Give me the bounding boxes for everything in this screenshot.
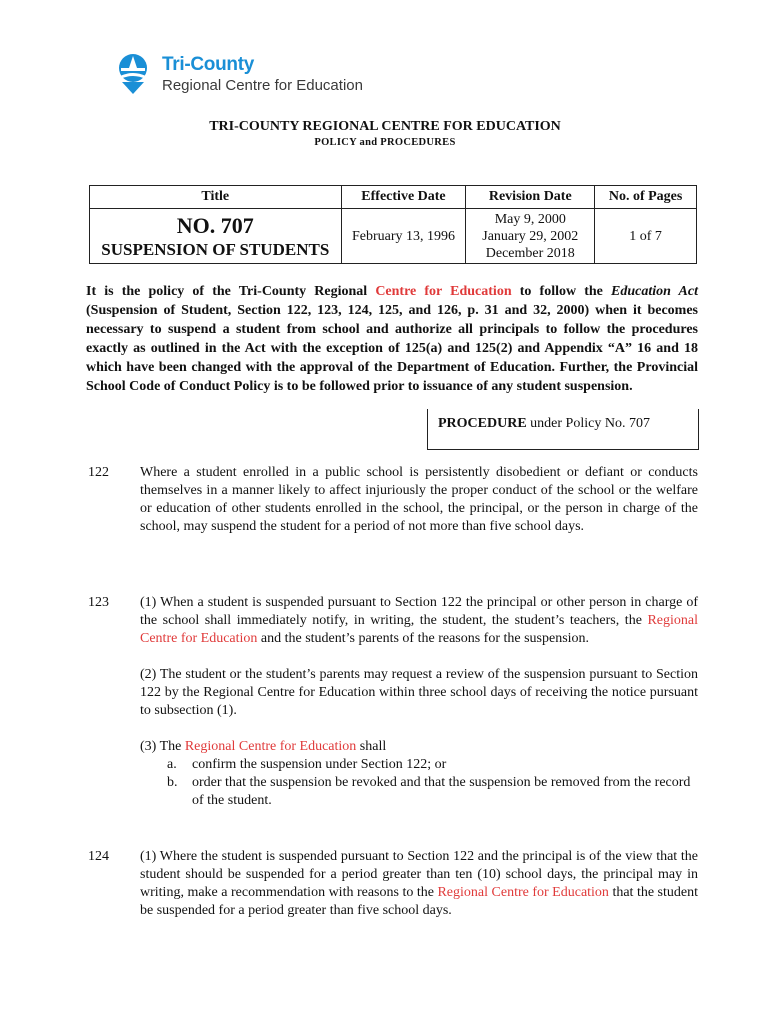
subsection-text: (3) The bbox=[140, 739, 185, 754]
policy-highlight: Centre for Education bbox=[375, 284, 512, 299]
revision-date-1: May 9, 2000 bbox=[494, 211, 566, 227]
organization-logo bbox=[112, 50, 372, 100]
subsection-2: (2) The student or the student’s parents may request a review of the suspension pursuant to Section 122 by the Regional Centre for Education within three school days of receiving the notice pursuant to subsection (1). bbox=[140, 667, 698, 718]
header-effective-date: Effective Date bbox=[341, 186, 466, 209]
procedure-rest: under Policy No. 707 bbox=[526, 416, 650, 431]
effective-date-cell: February 13, 1996 bbox=[341, 209, 466, 264]
subsection-text: and the student’s parents of the reasons for the suspension. bbox=[257, 631, 590, 646]
revision-date-cell bbox=[466, 209, 595, 264]
header-pages: No. of Pages bbox=[595, 186, 697, 209]
section-number: 124 bbox=[88, 849, 109, 864]
revision-date-3: December 2018 bbox=[485, 245, 575, 261]
document-subtitle: POLICY and PROCEDURES bbox=[314, 137, 456, 148]
subsection-text: (1) Where the student is suspended pursuant to Section 122 and the principal is of the view that the student should be suspended for a period greater than ten (10) school days, the principal may in writing, make a recommendation with reasons to the bbox=[140, 849, 698, 900]
table-row bbox=[90, 209, 697, 264]
section-text: Where a student enrolled in a public school is persistently disobedient or defiant or conducts themselves in a manner likely to affect injuriously the proper conduct of the school or the welfare or education of other students enrolled in the school, the principal, or the person in charge of the school, may suspend the student for a period of not more than five school days. bbox=[140, 465, 698, 534]
highlight-text: Regional Centre for Education bbox=[140, 613, 698, 646]
highlight-text: Regional Centre for Education bbox=[184, 739, 357, 754]
policy-number: NO. 707 bbox=[176, 213, 254, 238]
subsection-text: shall bbox=[356, 739, 387, 754]
highlight-text: Regional Centre for Education bbox=[437, 885, 609, 900]
table-header-row bbox=[90, 186, 697, 209]
subsection-1 bbox=[140, 848, 698, 920]
item-text: confirm the suspension under Section 122; or bbox=[192, 757, 447, 772]
policy-title-cell bbox=[90, 209, 342, 264]
document-title: TRI-COUNTY REGIONAL CENTRE FOR EDUCATION bbox=[209, 119, 561, 134]
section-124 bbox=[88, 848, 698, 920]
revision-date-2: January 29, 2002 bbox=[482, 228, 579, 244]
item-label: b. bbox=[167, 775, 178, 790]
subsection-3 bbox=[140, 738, 698, 756]
policy-name: SUSPENSION OF STUDENTS bbox=[101, 240, 330, 259]
subsection-1 bbox=[140, 594, 698, 648]
procedure-label: PROCEDURE bbox=[438, 416, 527, 431]
section-123 bbox=[88, 594, 698, 810]
procedure-box bbox=[427, 409, 699, 450]
list-item bbox=[140, 756, 698, 774]
policy-act-name: Education Act bbox=[611, 284, 698, 299]
policy-text-1: It is the policy of the Tri-County Regional bbox=[86, 284, 376, 299]
header-title: Title bbox=[90, 186, 342, 209]
policy-statement bbox=[86, 282, 698, 396]
subsection-text: that the student be suspended for a period greater than five school days. bbox=[140, 885, 698, 918]
tri-county-logo-mark-icon bbox=[112, 52, 154, 96]
item-label: a. bbox=[167, 757, 177, 772]
list-item bbox=[140, 774, 698, 810]
item-text: order that the suspension be revoked and that the suspension be removed from the record of the student. bbox=[192, 775, 691, 808]
logo-line-1: Tri-County bbox=[162, 54, 254, 75]
section-number: 123 bbox=[88, 595, 109, 610]
section-number: 122 bbox=[88, 465, 109, 480]
subsection-text: (1) When a student is suspended pursuant to Section 122 the principal or other person in charge of the school shall immediately notify, in writing, the student, the student’s teachers, the bbox=[140, 595, 698, 628]
logo-line-2: Regional Centre for Education bbox=[162, 77, 363, 94]
policy-info-table bbox=[89, 185, 697, 264]
policy-text-2: to follow the bbox=[511, 284, 612, 299]
pages-cell: 1 of 7 bbox=[595, 209, 697, 264]
policy-text-3: (Suspension of Student, Section 122, 123, 124, 125, and 126, p. 31 and 32, 2000) when it becomes necessary to suspend a student from school and authorize all principals to follow the procedures exactly as outlined in the Act with the exception of 125(a) and 125(2) and Appendix “A” 16 and 18 which have been changed with the approval of the Department of Education. Further, the Provincial School Code of Conduct Policy is to be followed prior to issuance of any student suspension. bbox=[86, 303, 698, 394]
section-122 bbox=[88, 464, 698, 536]
header-revision-date: Revision Date bbox=[466, 186, 595, 209]
